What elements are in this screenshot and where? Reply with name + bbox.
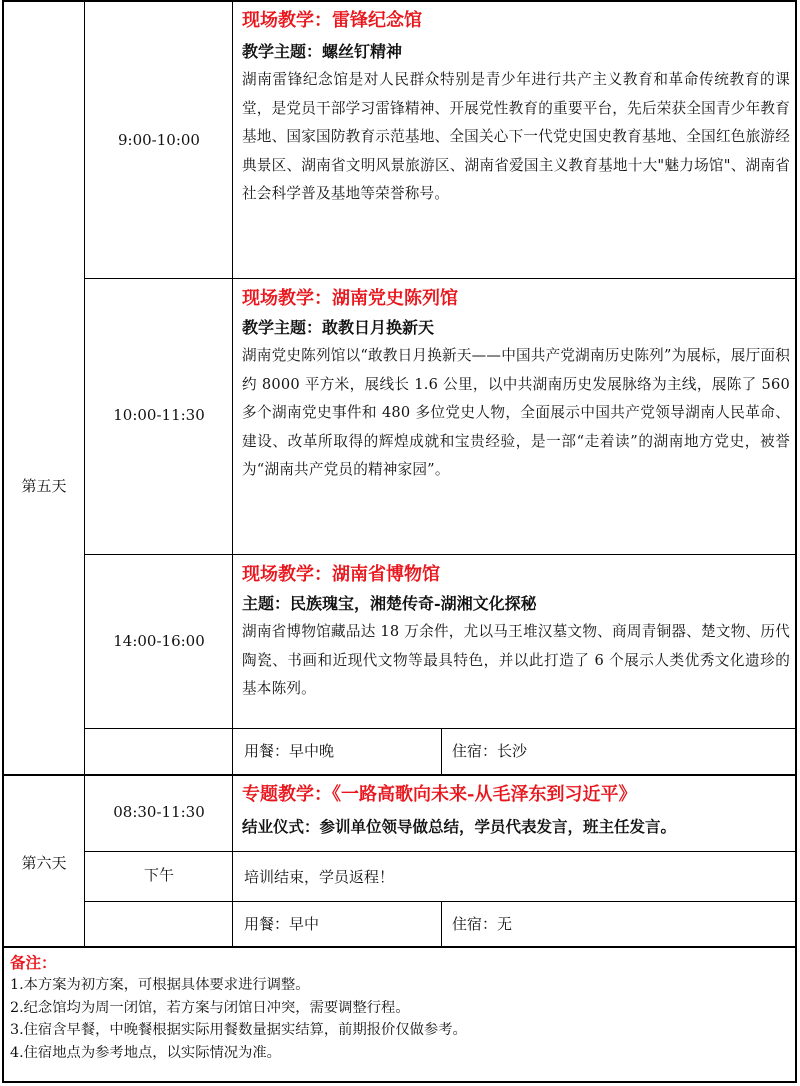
lodging-info: 住宿：长沙 bbox=[452, 742, 528, 760]
activity-title: 专题教学：《一路高歌向未来-从毛泽东到习近平》 bbox=[242, 784, 637, 805]
meal-divider-day5 bbox=[441, 728, 442, 774]
activity-theme: 教学主题：螺丝钉精神 bbox=[242, 42, 403, 61]
day5-label: 第五天 bbox=[21, 477, 67, 495]
time-slot: 08:30-11:30 bbox=[113, 803, 205, 821]
activity-description: 湖南省博物馆藏品达 18 万余件，尤以马王堆汉墓文物、商周青铜器、楚文物、历代陶瓷、书画和近现代文物等最具特色，并以此打造了 6 个展示人类优秀文化遗珍的基本陈列。 bbox=[242, 623, 790, 697]
time-slot: 下午 bbox=[143, 866, 174, 884]
notes-section bbox=[10, 952, 790, 1064]
day-column-divider bbox=[84, 0, 85, 946]
note-item: 2.纪念馆均为周一闭馆，若方案与闭馆日冲突，需要调整行程。 bbox=[10, 999, 410, 1016]
time-slot: 9:00-10:00 bbox=[118, 131, 200, 149]
note-item: 3.住宿含早餐，中晚餐根据实际用餐数量据实结算，前期报价仅做参考。 bbox=[10, 1022, 467, 1038]
activity-cell bbox=[242, 286, 790, 485]
note-item: 1.本方案为初方案，可根据具体要求进行调整。 bbox=[10, 977, 310, 993]
time-column-divider bbox=[232, 0, 233, 946]
activity-theme: 主题：民族瑰宝，湘楚传奇-湖湘文化探秘 bbox=[242, 594, 537, 613]
day6-label: 第六天 bbox=[21, 854, 67, 872]
day-divider bbox=[2, 774, 797, 776]
row-divider bbox=[84, 728, 796, 729]
row-divider bbox=[84, 851, 796, 852]
activity-title: 现场教学：湖南省博物馆 bbox=[242, 564, 440, 585]
row-divider bbox=[84, 554, 796, 555]
row-divider bbox=[84, 901, 796, 902]
activity-theme: 结业仪式：参训单位领导做总结，学员代表发言，班主任发言。 bbox=[242, 817, 677, 836]
activity-cell bbox=[242, 562, 790, 704]
activity-title: 现场教学：雷锋纪念馆 bbox=[242, 10, 422, 31]
notes-title: 备注： bbox=[10, 953, 57, 972]
activity-description: 湖南党史陈列馆以“敢教日月换新天——中国共产党湖南历史陈列”为展标，展厅面积约 8000 平方米，展线长 1.6 公里，以中共湖南历史发展脉络为主线，展陈了 560 多个湖南党史事件和 480 多位党史人物，全面展示中国共产党领导湖南人民革命、建设、改革所取得的辉煌成就和宝贵经验，是一部“走着读”的湖南地方党史，被誉为“湖南共产党员的精神家园”。 bbox=[242, 347, 790, 478]
meals-info: 用餐：早中晚 bbox=[244, 742, 335, 760]
notes-divider bbox=[2, 946, 797, 948]
activity-cell bbox=[242, 782, 790, 841]
closing-note: 培训结束，学员返程！ bbox=[244, 868, 395, 886]
note-item: 4.住宿地点为参考地点，以实际情况为准。 bbox=[10, 1044, 281, 1061]
row-divider bbox=[84, 278, 796, 279]
lodging-info: 住宿：无 bbox=[452, 915, 513, 933]
activity-cell bbox=[242, 8, 790, 209]
time-slot: 10:00-11:30 bbox=[113, 406, 205, 424]
meal-divider-day6 bbox=[441, 901, 442, 946]
activity-theme: 教学主题：敢教日月换新天 bbox=[242, 318, 435, 337]
time-slot: 14:00-16:00 bbox=[113, 632, 205, 650]
activity-description: 湖南雷锋纪念馆是对人民群众特别是青少年进行共产主义教育和革命传统教育的课堂，是党员干部学习雷锋精神、开展党性教育的重要平台，先后荣获全国青少年教育基地、国家国防教育示范基地、全国关心下一代党史国史教育基地、全国红色旅游经典景区、湖南省文明风景旅游区、湖南省爱国主义教育基地十大"魅力场馆"、湖南省社会科学普及基地等荣誉称号。 bbox=[242, 71, 790, 202]
meals-info: 用餐：早中 bbox=[244, 915, 320, 933]
activity-title: 现场教学：湖南党史陈列馆 bbox=[242, 288, 458, 309]
